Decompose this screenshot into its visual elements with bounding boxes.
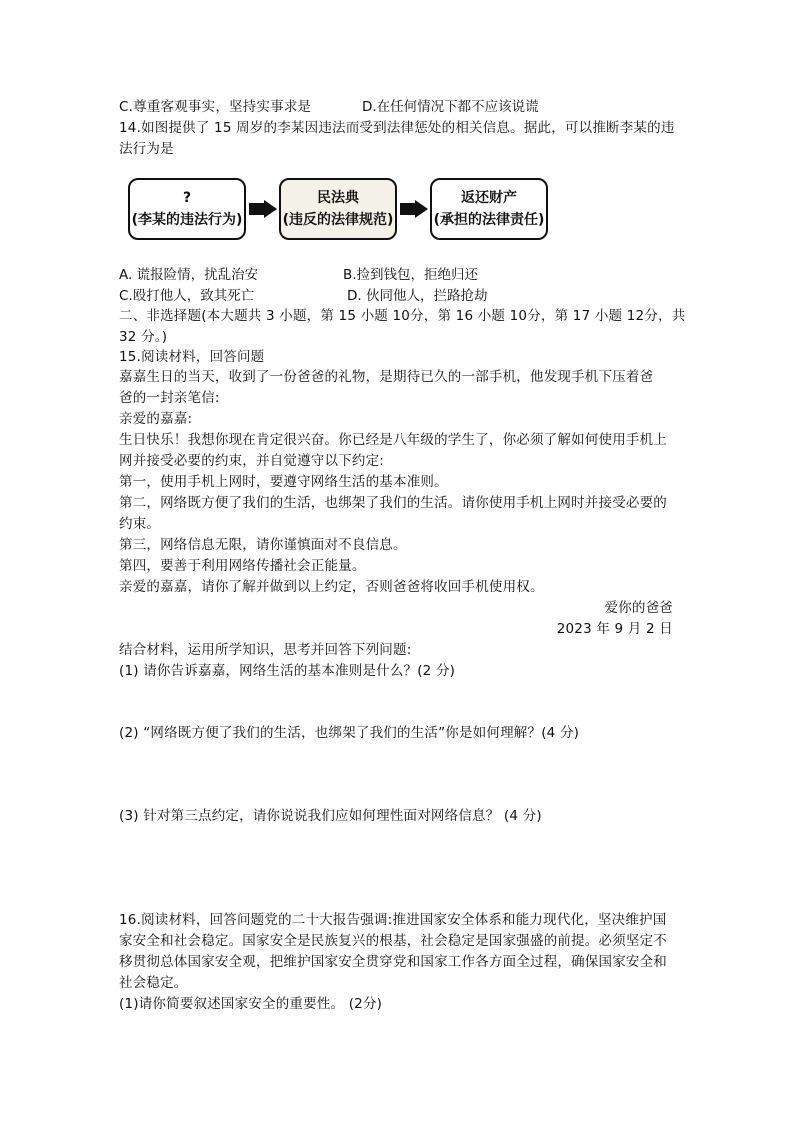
material-line: 亲爱的嘉嘉: xyxy=(119,411,193,427)
box-liability-caption: (承担的法律责任) xyxy=(433,212,545,228)
option-a: A. 谎报险情，扰乱治安 xyxy=(119,267,259,283)
option-d-text: D.在任何情况下都不应该说谎 xyxy=(362,99,539,115)
material-line: 第一，使用手机上网时，要遵守网络生活的基本准则。 xyxy=(119,474,448,490)
material-line: 第三，网络信息无限，请你谨慎面对不良信息。 xyxy=(119,537,407,553)
letter-date: 2023 年 9 月 2 日 xyxy=(556,621,673,637)
question-16-line2: 家安全和社会稳定。国家安全是民族复兴的根基，社会稳定是国家强盛的前提。必须坚定不 xyxy=(119,933,667,949)
question-16-subquestion-1: (1)请你简要叙述国家安全的重要性。 (2分) xyxy=(119,996,383,1012)
material-line: 爸的一封亲笔信: xyxy=(119,390,220,406)
section-2-heading-line2: 32 分。) xyxy=(119,329,168,345)
diagram-box-violation xyxy=(128,178,246,240)
question-14-line2: 法行为是 xyxy=(119,141,174,157)
box-law-caption: (违反的法律规范) xyxy=(282,212,394,228)
material-line: 第四，要善于利用网络传播社会正能量。 xyxy=(119,558,366,574)
section-2-heading-line1: 二、非选择题(本大题共 3 小题，第 15 小题 10分，第 16 小题 10分，第 17 小题 12分，共 xyxy=(119,308,686,324)
option-d: D. 伙同他人，拦路抢劫 xyxy=(347,288,488,304)
question-15-title: 15.阅读材料，回答问题 xyxy=(119,349,265,365)
subquestion-2: (2) “网络既方便了我们的生活，也绑架了我们的生活”你是如何理解？(4 分) xyxy=(119,725,580,741)
question-16-line4: 社会稳定。 xyxy=(119,975,188,991)
material-line: 网并接受必要的约束，并自觉遵守以下约定: xyxy=(119,453,385,469)
question-16-line3: 移贯彻总体国家安全观，把维护国家安全贯穿党和国家工作各方面全过程，确保国家安全和 xyxy=(119,954,667,970)
option-c: C.殴打他人，致其死亡 xyxy=(119,288,255,304)
option-b: B.捡到钱包，拒绝归还 xyxy=(343,267,479,283)
material-line: 生日快乐！我想你现在肯定很兴奋。你已经是八年级的学生了，你必须了解如何使用手机上 xyxy=(119,432,667,448)
material-line: 约束。 xyxy=(119,516,161,532)
option-c-text: C.尊重客观事实，坚持实事求是 xyxy=(119,99,312,115)
box-law-title: 民法典 xyxy=(317,190,359,206)
box-liability-title: 返还财产 xyxy=(461,190,517,206)
material-line: 亲爱的嘉嘉，请你了解并做到以上约定，否则爸爸将收回手机使用权。 xyxy=(119,579,544,595)
box-violation-caption: (李某的违法行为) xyxy=(131,212,243,228)
instruction-text: 结合材料，运用所学知识，思考并回答下列问题: xyxy=(119,642,412,658)
letter-signature: 爱你的爸爸 xyxy=(604,600,673,616)
subquestion-3: (3) 针对第三点约定，请你说说我们应如何理性面对网络信息？ (4 分) xyxy=(119,808,542,824)
diagram-box-liability xyxy=(430,178,548,240)
material-line: 嘉嘉生日的当天，收到了一份爸爸的礼物，是期待已久的一部手机，他发现手机下压着爸 xyxy=(119,369,654,385)
question-14-line1: 14.如图提供了 15 周岁的李某因违法而受到法律惩处的相关信息。据此，可以推断李某的违 xyxy=(119,120,675,136)
diagram-box-law xyxy=(279,178,397,240)
box-violation-title: ? xyxy=(182,190,192,206)
question-16-line1: 16.阅读材料，回答问题党的二十大报告强调:推进国家安全体系和能力现代化，坚决维护国 xyxy=(119,912,667,928)
subquestion-1: (1) 请你告诉嘉嘉，网络生活的基本准则是什么？(2 分) xyxy=(119,663,456,679)
material-line: 第二，网络既方便了我们的生活，也绑架了我们的生活。请你使用手机上网时并接受必要的 xyxy=(119,495,667,511)
